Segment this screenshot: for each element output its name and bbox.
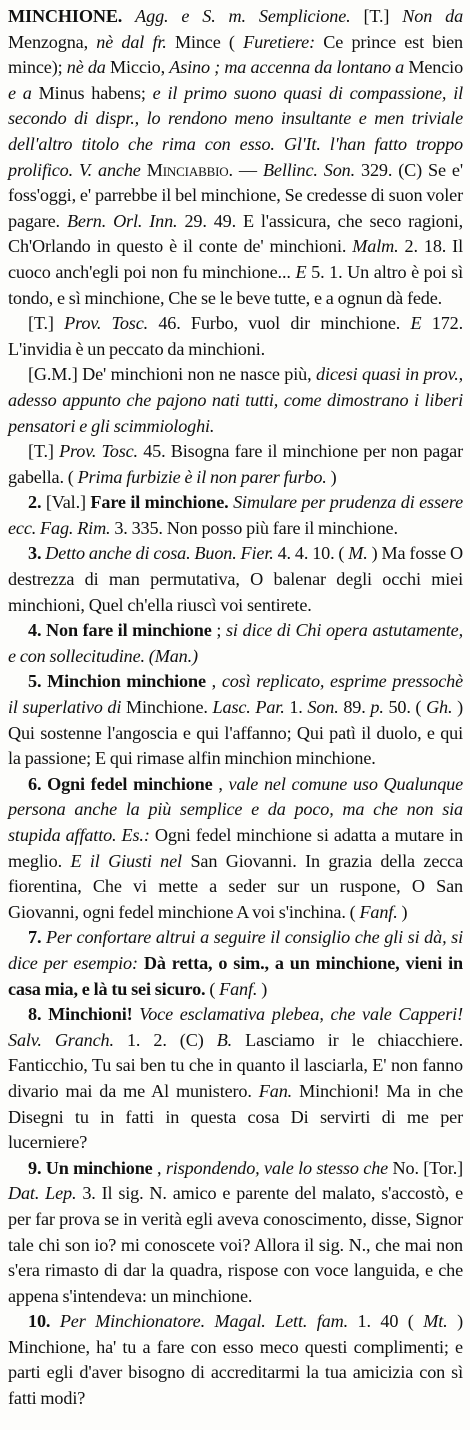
text-run: 45. Bisogna fare il minchione per non pagar gabella. (	[8, 441, 463, 487]
text-run: 172. L'invidia è un peccato da minchioni.	[8, 313, 463, 359]
text-run: Non da	[402, 6, 464, 26]
text-run: 1. 2. (C)	[126, 1029, 204, 1050]
text-run: ) Qui sostenne l'angoscia e qui l'affanno; Qui patì il duolo, e qui la passione; E qui rimase alfin minchion minchione.	[8, 697, 464, 769]
text-run: 1. 40 (	[357, 1311, 414, 1332]
text-run: Ogni fedel minchione si adatta a mutare in meglio.	[8, 825, 463, 871]
text-run: 4. Non fare il minchione	[28, 620, 212, 641]
text-run: e il primo suono quasi di compassione, il secondo di dispr., lo rendono meno insultante e men triviale dell'altro titolo che rima con esso. Gl'It. l'han fatto troppo prolifico. V. anche	[8, 82, 463, 180]
text-run: dicesi quasi in prov., adesso appunto che pajono nati tutti, come dimostrano i liberi pensatori e gli scimmiologhi.	[8, 364, 463, 436]
text-run: Fanf.	[219, 978, 258, 999]
text-run: Minchioni! Ma in che Disegni tu in fatti in questa cosa Di servirti di me per lucerniere?	[8, 1080, 463, 1153]
text-run: E	[295, 261, 307, 282]
text-run: ) Ma fosse O destrezza di man permutativa, O balenar degli occhi miei minchioni, Quel ch'ella riuscì voi sentirete.	[8, 543, 463, 615]
text-run: Dat. Lep.	[8, 1183, 77, 1204]
sense-6	[8, 772, 463, 926]
text-run: 89.	[343, 697, 366, 718]
text-run: 5. Minchion minchione	[28, 671, 206, 692]
text-run: Son.	[307, 697, 339, 718]
text-run: Per confortare altrui a seguire il consiglio che gli si dà, si dice per esempio:	[8, 927, 463, 973]
text-run: [T.]	[28, 313, 54, 334]
text-run: così replicato, esprime pressochè il superlativo di	[8, 671, 463, 718]
text-run: Lasc. Par.	[212, 697, 285, 718]
text-run: Mt.	[423, 1311, 448, 1332]
text-run: )	[401, 901, 408, 922]
sense-5	[8, 669, 463, 771]
text-run: Bern. Orl. Inn.	[66, 210, 178, 231]
text-run: M.	[348, 543, 368, 564]
text-run: [Val.]	[45, 492, 86, 513]
text-run: Ce prince est bien mince);	[8, 31, 463, 78]
text-run: 46. Furbo, vuol dir minchione.	[158, 313, 401, 334]
text-run: 3. Il sig. N. amico e parente del malato, s'accostò, e per far prova se in verità egli aveva conoscimento, disse, Signor tale chi son io? mi conoscete voi? Allora il sig. N., che mai non s'era rimasto di dar la quadra, rispose con voce languida, e che appena s'intendeva: un minchione.	[8, 1183, 463, 1306]
text-run: )	[261, 978, 268, 999]
tag-t: [T.]	[363, 6, 390, 26]
text-run: Bellinc. Son.	[262, 159, 356, 180]
text-run: —	[238, 159, 263, 180]
text-run: Menzogna,	[8, 31, 88, 52]
grammar-label: Agg. e S. m.	[135, 6, 246, 26]
text-run: 50. (	[388, 697, 422, 718]
text-run: B.	[216, 1029, 233, 1050]
paragraph-prov-45	[8, 439, 463, 490]
text-run: 6. Ogni fedel minchione	[28, 773, 213, 794]
text-run: Detto anche di cosa. Buon. Fier.	[45, 543, 274, 564]
text-run: Furetiere:	[243, 31, 315, 52]
text-run: Minchione.	[125, 697, 208, 718]
text-run: ,	[218, 773, 223, 794]
text-run: Prov. Tosc.	[64, 313, 149, 334]
text-run: Voce esclamativa plebea, che vale Capperi! Salv. Granch.	[8, 1004, 463, 1050]
text-run: Fare il minchione.	[90, 492, 229, 513]
text-run: nè dal fr.	[96, 31, 167, 52]
paragraph-prov-46	[8, 311, 463, 362]
text-run: [G.M.] De' minchioni non ne nasce più,	[28, 364, 312, 385]
text-run: 29. 49. E l'assicura, che seco ragioni, Ch'Orlando in questo è il conte de' minchioni.	[8, 210, 463, 257]
text-run: rispondendo, vale lo stesso che	[165, 1157, 389, 1178]
definition: Semplicione.	[258, 6, 351, 26]
text-run: E	[410, 313, 422, 334]
headword: MINCHIONE.	[8, 6, 123, 26]
text-run: Minus habens;	[38, 82, 146, 103]
sense-9	[8, 1156, 463, 1310]
text-run: vale nel comune uso Qualunque persona anche la più semplice e da poco, ma che non sia stupida affatto. Es.:	[8, 773, 464, 845]
text-run: ;	[216, 620, 222, 641]
text-run: si dice di Chi opera astutamente, e con sollecitudine. (Man.)	[8, 620, 463, 666]
entry-intro	[8, 4, 463, 311]
text-run: Fanf.	[359, 901, 398, 922]
intro-etymology	[8, 6, 463, 180]
text-run: Prima furbizie è il non parer furbo.	[77, 466, 327, 487]
text-run: E il Giusti nel	[70, 850, 182, 871]
text-run: No. [Tor.]	[392, 1157, 463, 1178]
text-run: ) Minchione, ha' tu a fare con esso meco questi complimenti; e parti egli d'aver bisogno di accreditarmi la tua amicizia con sì fatti modi?	[8, 1311, 463, 1409]
text-run: 10.	[28, 1311, 51, 1332]
text-run: Fan.	[258, 1080, 293, 1101]
text-run: Mencio	[408, 57, 464, 78]
text-run: [T.]	[28, 441, 54, 462]
text-run: ,	[157, 1157, 162, 1178]
text-run: 8. Minchioni!	[28, 1004, 133, 1025]
text-run: 2.	[28, 492, 42, 513]
text-run: 7.	[28, 927, 42, 948]
sense-8	[8, 1002, 463, 1156]
text-run: Malm.	[352, 236, 399, 257]
text-run: (	[209, 978, 216, 999]
paragraph-gm	[8, 362, 463, 439]
sense-4	[8, 618, 463, 669]
sense-7	[8, 925, 463, 1002]
text-run: 5. 1. Un altro è poi sì tondo, e sì minchione, Che se le beve tutte, e a ognun dà fede.	[8, 261, 463, 308]
sense-2	[8, 490, 463, 541]
text-run: 3. 335. Non posso più fare il minchione.	[114, 517, 398, 538]
intro-citations	[8, 160, 463, 308]
text-run: Minciabbio.	[146, 159, 233, 180]
text-run: nè da	[66, 57, 106, 78]
text-run: Gh.	[426, 697, 453, 718]
text-run: 9. Un minchione	[28, 1157, 153, 1178]
text-run: Dà retta, o sim., a un minchione, vieni in casa mia, e là tu sei sicuro.	[8, 952, 463, 999]
text-run: Prov. Tosc.	[59, 441, 138, 462]
text-run: San Giovanni. In grazia della zecca fiorentina, Che vi mette a seder sur un ruspone, O San Giovanni, ogni fedel minchione A voi s'inchina. (	[8, 850, 464, 922]
text-run: 2. 18. Il cuoco anch'egli poi non fu minchione...	[8, 236, 463, 282]
text-run: Lasciamo ir le chiacchiere. Fanticchio, Tu sai ben tu che in quanto il lasciarla, E' non fanno divario mai da me Al munistero.	[8, 1029, 463, 1101]
text-run: p.	[370, 697, 384, 718]
text-run: Miccio,	[110, 57, 166, 78]
text-run: Asino ; ma accenna da lontano a	[169, 57, 405, 78]
dictionary-entry	[8, 4, 463, 1412]
text-run: ,	[211, 671, 217, 692]
text-run: Mince (	[174, 31, 235, 52]
text-run: 4. 4. 10. (	[277, 543, 345, 564]
text-run: Simulare per prudenza di essere ecc. Fag. Rim.	[8, 492, 463, 538]
text-run: 329.	[361, 159, 393, 180]
text-run: 1.	[289, 697, 303, 718]
sense-3	[8, 541, 463, 618]
text-run: (C) Se e' foss'oggi, e' parrebbe il bel minchione, Se credesse di suon voler pagare.	[8, 159, 463, 231]
text-run: Per Minchionatore. Magal. Lett. fam.	[59, 1311, 349, 1332]
text-run: 3.	[28, 543, 42, 564]
text-run: )	[330, 466, 337, 487]
text-run: e a	[8, 82, 32, 103]
sense-10	[8, 1309, 463, 1411]
